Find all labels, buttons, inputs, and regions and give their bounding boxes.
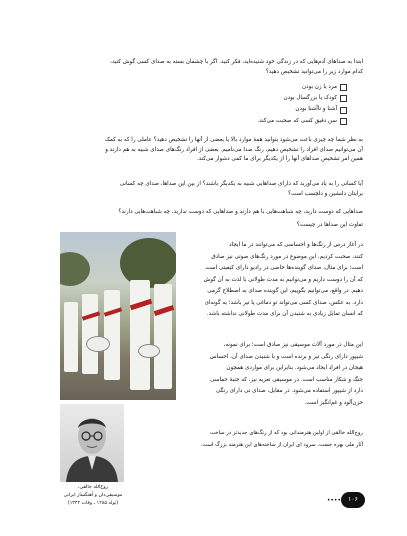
question-paragraph: [43, 208, 363, 218]
option-label: سن دقیق کسی که صحبت می‌کند.: [257, 117, 337, 124]
intro-line: کدام موارد زیر را می‌توانید تشخیص دهید؟: [265, 68, 363, 75]
body-line: که آن را دوست داریم و می‌توانیم به مدت طولانی با لذت به آن گوش: [203, 276, 363, 283]
khaleghi-paragraph: [177, 428, 363, 451]
voice-color-paragraph: [43, 136, 363, 165]
body-line: جنگ و شکار مناسب است. در موسیقی تعزیه نیز، که جنبهٔ حماسی: [210, 376, 363, 383]
instruments-paragraph: [177, 340, 363, 409]
option-label: مرد یا زن بودن: [301, 84, 337, 90]
body-line: دهیم. در واقع، می‌توانیم بگوییم، این گوینده صدای به اصطلاح گرمی: [207, 288, 363, 294]
decorative-dots: ••••: [326, 496, 341, 504]
body-line: هیجان در افراد ایجاد می‌شود. بنابراین برای مواردی همچون: [226, 365, 363, 371]
body-line: که انسان تمایل زیادی به شنیدن آن برای مدت طولانی نداشته باشد.: [206, 311, 363, 317]
page-number-badge: [324, 492, 365, 508]
marching-band-photo: [60, 232, 176, 400]
page-number: ۱۰۶: [341, 492, 365, 508]
question-line: تفاوت این صداها در چیست؟: [296, 222, 363, 228]
body-line: است؛ برای مثال، صدای گوینده‌ها خاصی در رادیو دارای کیفیتی است: [205, 265, 363, 271]
body-line: همین امر تشخیص صداهای آنها را از یکدیگر برای ما کمی دشوار می‌کند.: [196, 156, 363, 163]
body-line: آن می‌توانیم صدای افراد را تشخیص دهیم، رنگ صدا می‌نامیم. بعضی از افراد رنگ‌های صدای شبیه به هم دارند و: [105, 146, 363, 153]
body-line: در آغاز درس از رنگ‌ها و احساسی که می‌توانند در ما ایجاد: [229, 242, 363, 248]
body-line: شیپور دارای رنگی تیز و برنده است و با شنیدن صدای آن، احساس: [209, 353, 363, 360]
option-item[interactable]: [147, 104, 347, 115]
option-item[interactable]: [147, 116, 347, 127]
caption-line: (تولد ۱۲۸۵ ـ وفات ۱۳۴۴): [67, 501, 119, 506]
checkbox-icon[interactable]: [340, 107, 347, 114]
body-line: دارد. به عکس، صدای کسی می‌تواند تو دماغی یا تیز باشد؛ به گونه‌ای: [204, 299, 363, 306]
portrait-caption: [56, 484, 130, 508]
checkbox-options: [147, 82, 347, 127]
checkbox-icon[interactable]: [340, 95, 347, 102]
body-line: آیا کسانی را به یاد می‌آورید که دارای صداهایی شبیه به یکدیگر باشند؟ از بین این صداها، صدای چه کسانی: [119, 181, 363, 187]
checkbox-icon[interactable]: [340, 118, 347, 125]
body-line: صداهایی که دوست دارید، چه شباهت‌هایی با هم دارند و صداهایی که دوست ندارید، چه شباهت‌هایی دارند؟: [118, 209, 363, 215]
option-label: کودک یا بزرگسال بودن: [283, 95, 337, 102]
option-label: آشنا و ناآشنا بودن: [295, 106, 337, 113]
intro-line: ابتدا به صداهای آدم‌هایی که در زندگی خود شنیده‌اید، فکر کنید. اگر با چشمان بسته به صدای کسی گوش کنید،: [110, 59, 363, 65]
intro-paragraph: [43, 58, 363, 77]
body-line: آثار ملی بهره جست. سرود ای ایران از ساخته‌های این هنرمند بزرگ است.: [200, 441, 363, 448]
caption-line: روح‌الله خالقی،: [77, 485, 109, 490]
similar-voices-paragraph: [43, 180, 363, 199]
option-item[interactable]: [147, 93, 347, 104]
composer-portrait: [60, 404, 124, 482]
caption-line: موسیقی‌دان و آهنگساز ایرانی: [63, 493, 123, 498]
body-line: دارد از شیپور استفاده می‌شود. در مقابل، صدای نی دارای رنگی: [215, 388, 363, 394]
checkbox-icon[interactable]: [340, 84, 347, 91]
body-line: این مثال در مورد آلات موسیقی نیز صادق است؛ برای نمونه،: [223, 342, 363, 348]
body-line: حزن‌آلود و غم‌انگیز است.: [304, 399, 363, 406]
body-line: کنند، صحبت کردیم. این موضوع در مورد رنگ‌های صوتی نیز صادق: [211, 253, 363, 260]
body-line: به نظر شما چه چیزی باعث می‌شود بتوانید همهٔ موارد بالا یا بعضی از آنها را تشخیص دهید؟ عاملی را که به کمک: [104, 137, 363, 143]
option-item[interactable]: [147, 82, 347, 93]
body-line: برایتان دلنشین و دلچسب است؟: [288, 190, 363, 197]
sound-color-paragraph: [177, 240, 363, 321]
body-line: روح‌الله خالقی از اولین هنرمندانی بود که از رنگ‌های جدیدتر در ساخت: [210, 430, 363, 436]
